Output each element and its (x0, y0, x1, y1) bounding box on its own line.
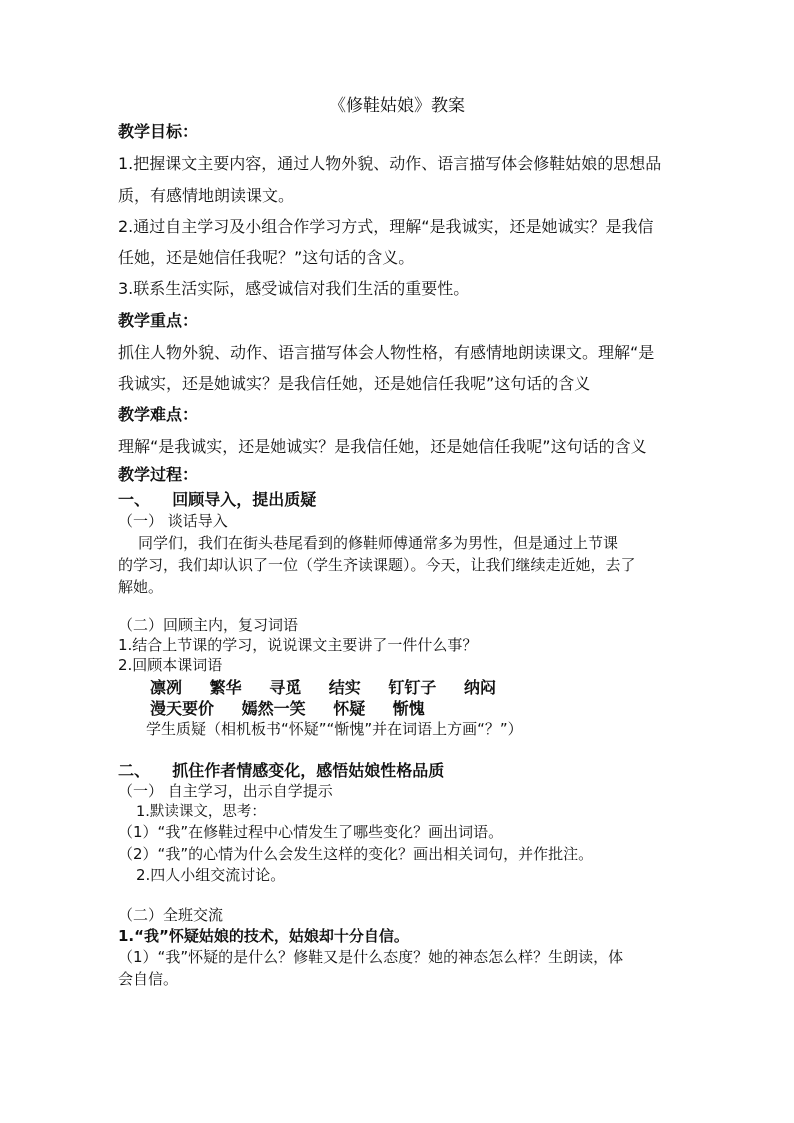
part2-point-1-question-line-1: （1）“我”怀疑的是什么？修鞋又是什么态度？她的神态怎么样？生朗读，体 (118, 948, 624, 966)
word-list-row-1 (150, 679, 518, 697)
objective-2-line-2: 任她，还是她信任我呢？”这句话的含义。 (118, 248, 415, 267)
key-points-line-2: 我诚实，还是她诚实？是我信任她，还是她信任我呢”这句话的含义 (118, 374, 591, 393)
objective-1-line-1: 1.把握课文主要内容，通过人物外貌、动作、语言描写体会修鞋姑娘的思想品 (118, 154, 662, 173)
part2-question-1: （1）“我”在修鞋过程中心情发生了哪些变化？画出词语。 (118, 823, 504, 841)
part1-note: 学生质疑（相机板书“怀疑”“惭愧”并在词语上方画“？”） (146, 720, 523, 738)
part2-sub1: （一） 自主学习，出示自学提示 (118, 782, 333, 800)
part1-question-1: 1.结合上节课的学习，说说课文主要讲了一件什么事？ (118, 636, 478, 654)
part1-question-2: 2.回顾本课词语 (118, 656, 223, 674)
word-item: 钉钉子 (388, 678, 437, 697)
key-points-heading: 教学重点： (118, 311, 199, 330)
part2-step-2: 2.四人小组交流讨论。 (136, 866, 286, 884)
part1-para-line-1: 同学们，我们在街头巷尾看到的修鞋师傅通常多为男性，但是通过上节课 (138, 534, 619, 552)
word-item: 嫣然一笑 (241, 699, 306, 718)
objective-2-line-1: 2.通过自主学习及小组合作学习方式，理解“是我诚实，还是她诚实？是我信 (118, 217, 654, 236)
part1-para-line-2: 的学习，我们却认识了一位（学生齐读课题）。今天，让我们继续走近她，去了 (118, 556, 636, 574)
word-item: 纳闷 (463, 678, 496, 697)
process-heading: 教学过程： (118, 465, 199, 484)
difficulties-heading: 教学难点： (118, 405, 199, 424)
difficulties-line-1: 理解“是我诚实，还是她诚实？是我信任她，还是她信任我呢”这句话的含义 (118, 437, 647, 456)
word-item: 惭愧 (392, 699, 425, 718)
word-list-row-2 (150, 700, 447, 718)
part2-step-1: 1.默读课文，思考： (136, 804, 266, 820)
part1-para-line-3: 解她。 (118, 578, 164, 596)
objective-3: 3.联系生活实际，感受诚信对我们生活的重要性。 (118, 279, 470, 298)
part1-sub1: （一） 谈话导入 (118, 512, 228, 530)
key-points-line-1: 抓住人物外貌、动作、语言描写体会人物性格，有感情地朗读课文。理解“是 (118, 343, 655, 362)
part2-question-2: （2）“我”的心情为什么会发生这样的变化？画出相关词句，并作批注。 (118, 845, 594, 863)
word-item: 结实 (328, 678, 361, 697)
part1-sub2: （二）回顾主内，复习词语 (118, 616, 299, 634)
objectives-heading: 教学目标： (118, 122, 199, 141)
word-item: 繁华 (209, 678, 242, 697)
page-title: 《修鞋姑娘》教案 (329, 96, 465, 116)
word-item: 漫天要价 (150, 699, 215, 718)
part1-heading: 一、 回顾导入，提出质疑 (118, 490, 317, 509)
word-item: 凛冽 (150, 678, 183, 697)
objective-1-line-2: 质，有感情地朗读课文。 (118, 186, 295, 205)
word-item: 寻觅 (269, 678, 302, 697)
part2-point-1-question-line-2: 会自信。 (118, 970, 179, 988)
word-item: 怀疑 (333, 699, 366, 718)
part2-heading: 二、 抓住作者情感变化，感悟姑娘性格品质 (118, 761, 445, 780)
part2-point-1: 1.“我”怀疑姑娘的技术，姑娘却十分自信。 (118, 927, 409, 945)
part2-sub2: （二）全班交流 (118, 906, 224, 924)
